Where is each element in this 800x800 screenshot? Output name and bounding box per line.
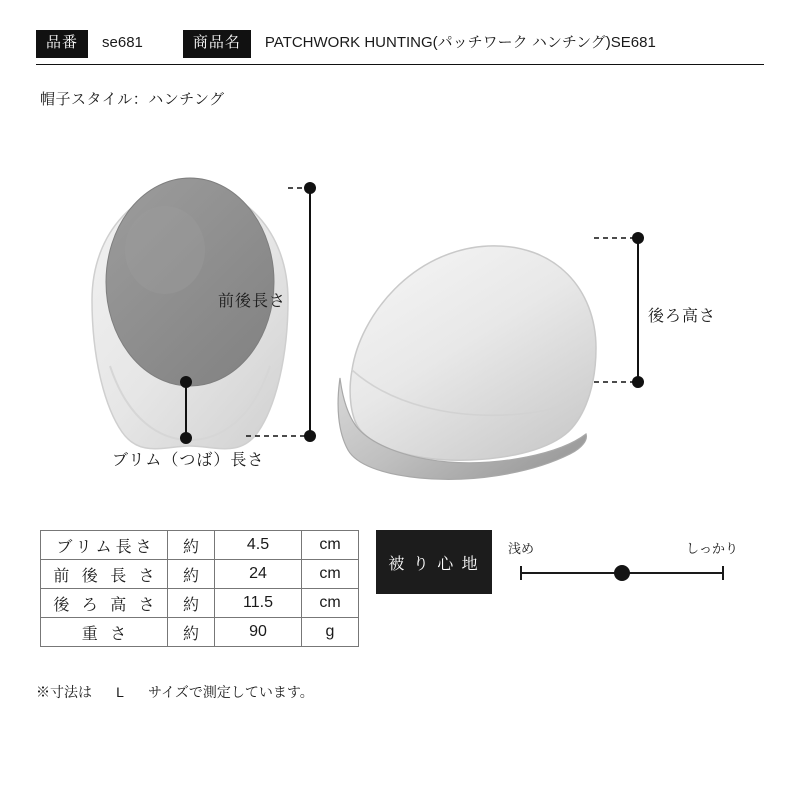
fit-marker-dot bbox=[614, 565, 630, 581]
spec-value: 24 bbox=[215, 560, 302, 589]
back-height-dimension bbox=[594, 232, 644, 388]
spec-name: 前 後 長 さ bbox=[41, 560, 168, 589]
hat-top-view bbox=[92, 178, 288, 449]
spec-approx: 約 bbox=[168, 560, 215, 589]
table-row bbox=[41, 560, 359, 589]
measurement-diagram bbox=[0, 120, 800, 500]
top-view-highlight bbox=[125, 206, 205, 294]
front-back-label: 前後長さ bbox=[218, 293, 287, 310]
spec-unit: g bbox=[302, 618, 359, 647]
spec-unit: cm bbox=[302, 560, 359, 589]
side-view-crown bbox=[350, 246, 596, 460]
spec-approx: 約 bbox=[168, 589, 215, 618]
spec-value: 4.5 bbox=[215, 531, 302, 560]
spec-table bbox=[40, 530, 359, 647]
table-row bbox=[41, 618, 359, 647]
brim-label: ブリム（つば）長さ bbox=[112, 452, 265, 469]
spec-name: 後 ろ 高 さ bbox=[41, 589, 168, 618]
header-spacer bbox=[143, 30, 183, 58]
table-row bbox=[41, 589, 359, 618]
measurement-note bbox=[36, 682, 314, 702]
fit-left-label: 浅め bbox=[508, 541, 535, 556]
product-code-value: se681 bbox=[102, 34, 143, 51]
note-suffix: サイズで測定しています。 bbox=[148, 684, 314, 700]
spec-value: 90 bbox=[215, 618, 302, 647]
spec-name: ブリム長さ bbox=[41, 531, 168, 560]
table-row bbox=[41, 531, 359, 560]
product-code-label: 品番 bbox=[36, 30, 88, 58]
fit-right-label: しっかり bbox=[685, 541, 738, 556]
hat-style-line: 帽子スタイル：ハンチング bbox=[40, 91, 225, 108]
spec-unit: cm bbox=[302, 589, 359, 618]
product-header bbox=[36, 30, 764, 65]
back-height-label: 後ろ高さ bbox=[648, 308, 717, 325]
fit-scale-area bbox=[492, 530, 752, 594]
spec-approx: 約 bbox=[168, 531, 215, 560]
note-prefix: ※寸法は bbox=[36, 684, 92, 700]
spec-approx: 約 bbox=[168, 618, 215, 647]
note-size: L bbox=[116, 684, 124, 700]
spec-value: 11.5 bbox=[215, 589, 302, 618]
spec-name: 重 さ bbox=[41, 618, 168, 647]
product-name-label: 商品名 bbox=[183, 30, 251, 58]
product-name-value: PATCHWORK HUNTING(パッチワーク ハンチング)SE681 bbox=[264, 34, 656, 51]
hat-side-view bbox=[338, 246, 596, 479]
fit-panel bbox=[376, 530, 752, 594]
spec-unit: cm bbox=[302, 531, 359, 560]
fit-title: 被 り 心 地 bbox=[388, 555, 480, 573]
